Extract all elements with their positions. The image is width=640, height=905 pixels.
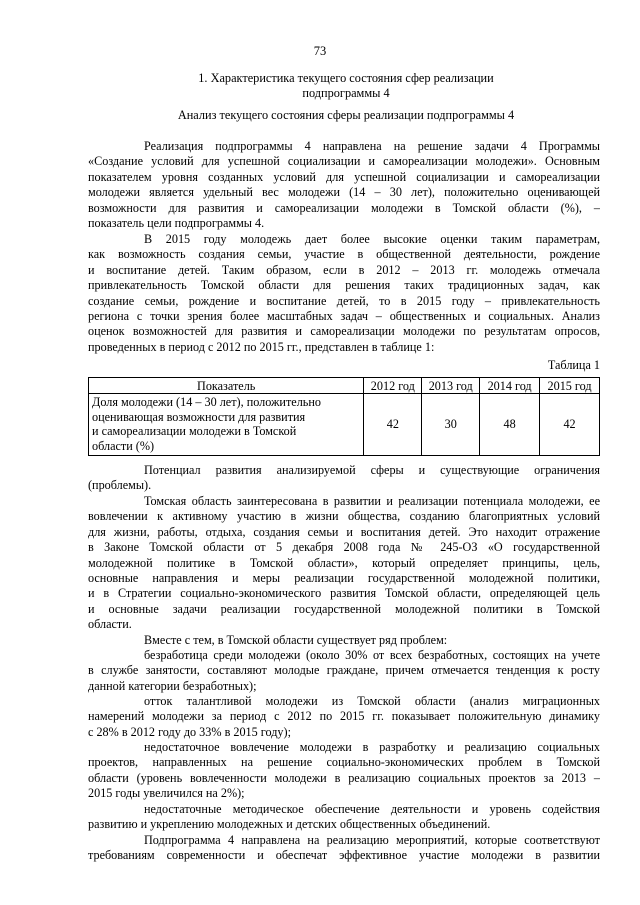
value-cell-2012: 42 [364, 394, 422, 456]
paragraph-assessment [88, 232, 600, 355]
table-header-cell: 2012 год [364, 378, 422, 394]
table-header-cell: 2014 год [480, 378, 540, 394]
text-line: в службе занятости, составляют молодые граждане, причем отмечается тенденция к росту [88, 663, 600, 678]
text-line: возможности для развития и самореализации молодежи в Томской области (%), – [88, 200, 600, 215]
text-line: и в Стратегии социально-экономического развития Томской области, определяющей цель [88, 586, 600, 601]
table-caption: Таблица 1 [547, 358, 600, 372]
text-line: требованиям современности и обеспечат эффективное участие молодежи в развитии [88, 848, 600, 863]
section-heading-line: подпрограммы 4 [302, 86, 390, 100]
text-line: вовлечении к активному участию в жизни общества, созданию благоприятных условий [88, 509, 600, 524]
text-line: Реализация подпрограммы 4 направлена на решение задачи 4 Программы [144, 139, 600, 153]
text-line: В 2015 году молодежь дает более высокие оценки таким параметрам, [144, 232, 600, 246]
paragraph-region [88, 494, 600, 633]
table-row [89, 394, 600, 456]
table-header-cell: Показатель [89, 378, 364, 394]
paragraph-potential [88, 463, 600, 494]
paragraph-subprogram [88, 833, 600, 864]
text-line: области. [88, 617, 132, 632]
text-line: Потенциал развития анализируемой сферы и существующие ограничения [144, 463, 600, 477]
table-header-row [89, 378, 600, 394]
text-line: оценок возможностей для развития и самореализации молодежи по результатам опросов, [88, 324, 600, 339]
data-table [88, 377, 600, 456]
paragraph-intro [88, 139, 600, 231]
text-line: молодежной политике в Томской области», который определяет принципы, цель, [88, 555, 600, 570]
text-line: показатель цели подпрограммы 4. [88, 215, 265, 230]
indicator-line: области (%) [92, 438, 155, 453]
text-line: безработица среди молодежи (около 30% от всех безработных, состоящих на учете [144, 648, 600, 662]
paragraph-outflow [88, 694, 600, 740]
text-line: 2015 годы увеличился на 2%); [88, 786, 245, 801]
indicator-line: и самореализации молодежи в Томской [92, 424, 297, 439]
text-line: Томская область заинтересована в развитии и реализации потенциала молодежи, ее [144, 494, 600, 508]
text-line: недостаточные методическое обеспечение деятельности и уровень содействия [144, 802, 600, 816]
paragraph-methodology [88, 802, 600, 833]
text-line: (проблемы). [88, 478, 152, 493]
text-line: основные направления и меры реализации государственной молодежной политики, [88, 570, 600, 585]
text-line: как возможность создания семьи, участие в общественной деятельности, рождение [88, 247, 600, 262]
paragraph-involvement [88, 740, 600, 802]
indicator-line: Доля молодежи (14 – 30 лет), положительно [92, 395, 321, 409]
text-line: Подпрограмма 4 направлена на реализацию мероприятий, которые соответствуют [144, 833, 600, 847]
page-number: 73 [313, 44, 327, 58]
text-line: для жизни, работы, отдыха, создания семьи и воспитания детей. Это находит отражение [88, 524, 600, 539]
paragraph-unemployment [88, 648, 600, 694]
value-cell-2015: 42 [540, 394, 600, 456]
text-line: и основные задачи реализации государственной молодежной политики в Томской [88, 601, 600, 616]
table-header-cell: 2013 год [422, 378, 480, 394]
text-line: Вместе с тем, в Томской области существует ряд проблем: [144, 633, 448, 647]
text-line: отток талантливой молодежи из Томской области (анализ миграционных [144, 694, 600, 708]
value-cell-2013: 30 [422, 394, 480, 456]
indicator-line: оценивающая возможности для развития [92, 409, 306, 424]
text-line: с 28% в 2012 году до 33% в 2015 году); [88, 724, 291, 739]
text-line: развитию и укреплению молодежных и детских общественных объединений. [88, 817, 491, 832]
text-line: намерений молодежи за период с 2012 по 2015 гг. показывает положительную динамику [88, 709, 600, 724]
value-cell-2014: 48 [480, 394, 540, 456]
text-line: проведенных в период с 2012 по 2015 гг., представлен в таблице 1: [88, 339, 435, 354]
text-line: создание семьи, рождение и воспитание детей, то в 2015 году – привлекательность [88, 293, 600, 308]
text-line: молодежи является удельный вес молодежи (14 – 30 лет), положительно оценивающей [88, 185, 600, 200]
text-line: и воспитание детей. Таким образом, если в 2012 – 2013 гг. молодежь отмечала [88, 262, 600, 277]
text-line: проектов, направленных на решение социально-экономических проблем в Томской [88, 755, 600, 770]
section-heading [90, 71, 602, 101]
text-line: показателем уровня созданных условий для успешной социализации и самореализации [88, 169, 600, 184]
text-line: области (уровень вовлеченности молодежи в реализацию социальных проектов за 2013 – [88, 770, 600, 785]
text-line: региона с точки зрения более масштабных задач – общественных и социальных. Анализ [88, 308, 600, 323]
table-header-cell: 2015 год [540, 378, 600, 394]
text-line: недостаточное вовлечение молодежи в разработку и реализацию социальных [144, 740, 600, 754]
text-line: привлекательность Томской области для решения таких традиционных задач, как [88, 278, 600, 293]
section-heading-line: 1. Характеристика текущего состояния сфер реализации [198, 71, 494, 85]
subsection-heading: Анализ текущего состояния сферы реализации подпрограммы 4 [177, 108, 515, 122]
text-line: в Законе Томской области от 5 декабря 2008 года № 245-ОЗ «О государственной [88, 540, 600, 555]
text-line: «Создание условий для успешной социализации и самореализации молодежи». Основным [88, 154, 600, 169]
text-line: данной категории безработных); [88, 678, 257, 693]
indicator-cell [89, 394, 364, 456]
paragraph-problems-intro [88, 633, 600, 648]
